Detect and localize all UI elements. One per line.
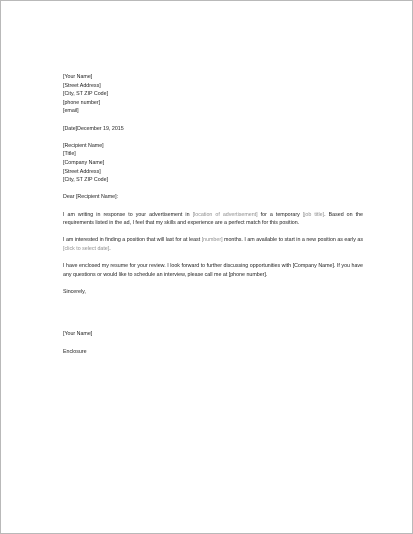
recipient-company: [Company Name] bbox=[63, 159, 105, 166]
paragraph-1-text-a: I am writing in response to your advertisement in bbox=[63, 211, 193, 218]
paragraph-3-text: I have enclosed my resume for your review. I look forward to further discussing opportunities with [Company Name]. If you have any questions or would like to schedule an interview, please call me at [phone number]. bbox=[63, 263, 363, 278]
paragraph-2-text-c: . bbox=[109, 245, 111, 252]
paragraph-1-text bbox=[63, 211, 363, 228]
sender-city: [City, ST ZIP Code] bbox=[63, 91, 109, 98]
closing-block bbox=[63, 288, 363, 297]
letter-body bbox=[63, 73, 363, 356]
sender-address-block bbox=[63, 73, 363, 116]
sender-street: [Street Address] bbox=[63, 82, 101, 89]
recipient-title: [Title] bbox=[63, 151, 76, 158]
paragraph-3 bbox=[63, 262, 363, 279]
recipient-street: [Street Address] bbox=[63, 168, 101, 175]
placeholder-job-title: [job title] bbox=[302, 211, 325, 218]
sender-name: [Your Name] bbox=[63, 74, 93, 80]
paragraph-1-text-b: for a temporary bbox=[257, 211, 303, 218]
signature-name: [Your Name] bbox=[63, 331, 93, 338]
recipient-name: [Recipient Name] bbox=[63, 142, 104, 149]
paragraph-2 bbox=[63, 236, 363, 253]
recipient-city: [City, ST ZIP Code] bbox=[63, 177, 109, 184]
date-line: [Date]December 19, 2015 bbox=[63, 125, 124, 132]
paragraph-2-text bbox=[63, 236, 363, 253]
placeholder-ad-location: [location of advertisement] bbox=[192, 211, 258, 218]
salutation: Dear [Recipient Name]: bbox=[63, 194, 119, 201]
closing: Sincerely, bbox=[63, 288, 86, 295]
paragraph-2-text-a: I am interested in finding a position that will last for at least bbox=[63, 237, 202, 244]
sender-email: [email] bbox=[63, 108, 79, 115]
enclosure-line: Enclosure bbox=[63, 348, 87, 355]
paragraph-1-text-c: . Based on the requirements listed in the ad, I feel that my skills and experience are a perfect match for this position. bbox=[63, 211, 363, 227]
paragraph-2-text-b: months. I am available to start in a new position as early as bbox=[222, 237, 363, 244]
placeholder-start-date: [click to select date] bbox=[63, 245, 110, 252]
placeholder-number: [number] bbox=[201, 237, 223, 244]
salutation-block bbox=[63, 193, 363, 202]
date-block bbox=[63, 125, 363, 134]
sender-phone: [phone number] bbox=[63, 99, 101, 106]
enclosure-block bbox=[63, 348, 363, 357]
signature-block bbox=[63, 330, 363, 339]
recipient-address-block bbox=[63, 142, 363, 185]
paragraph-1 bbox=[63, 211, 363, 228]
signature-space bbox=[63, 296, 363, 330]
